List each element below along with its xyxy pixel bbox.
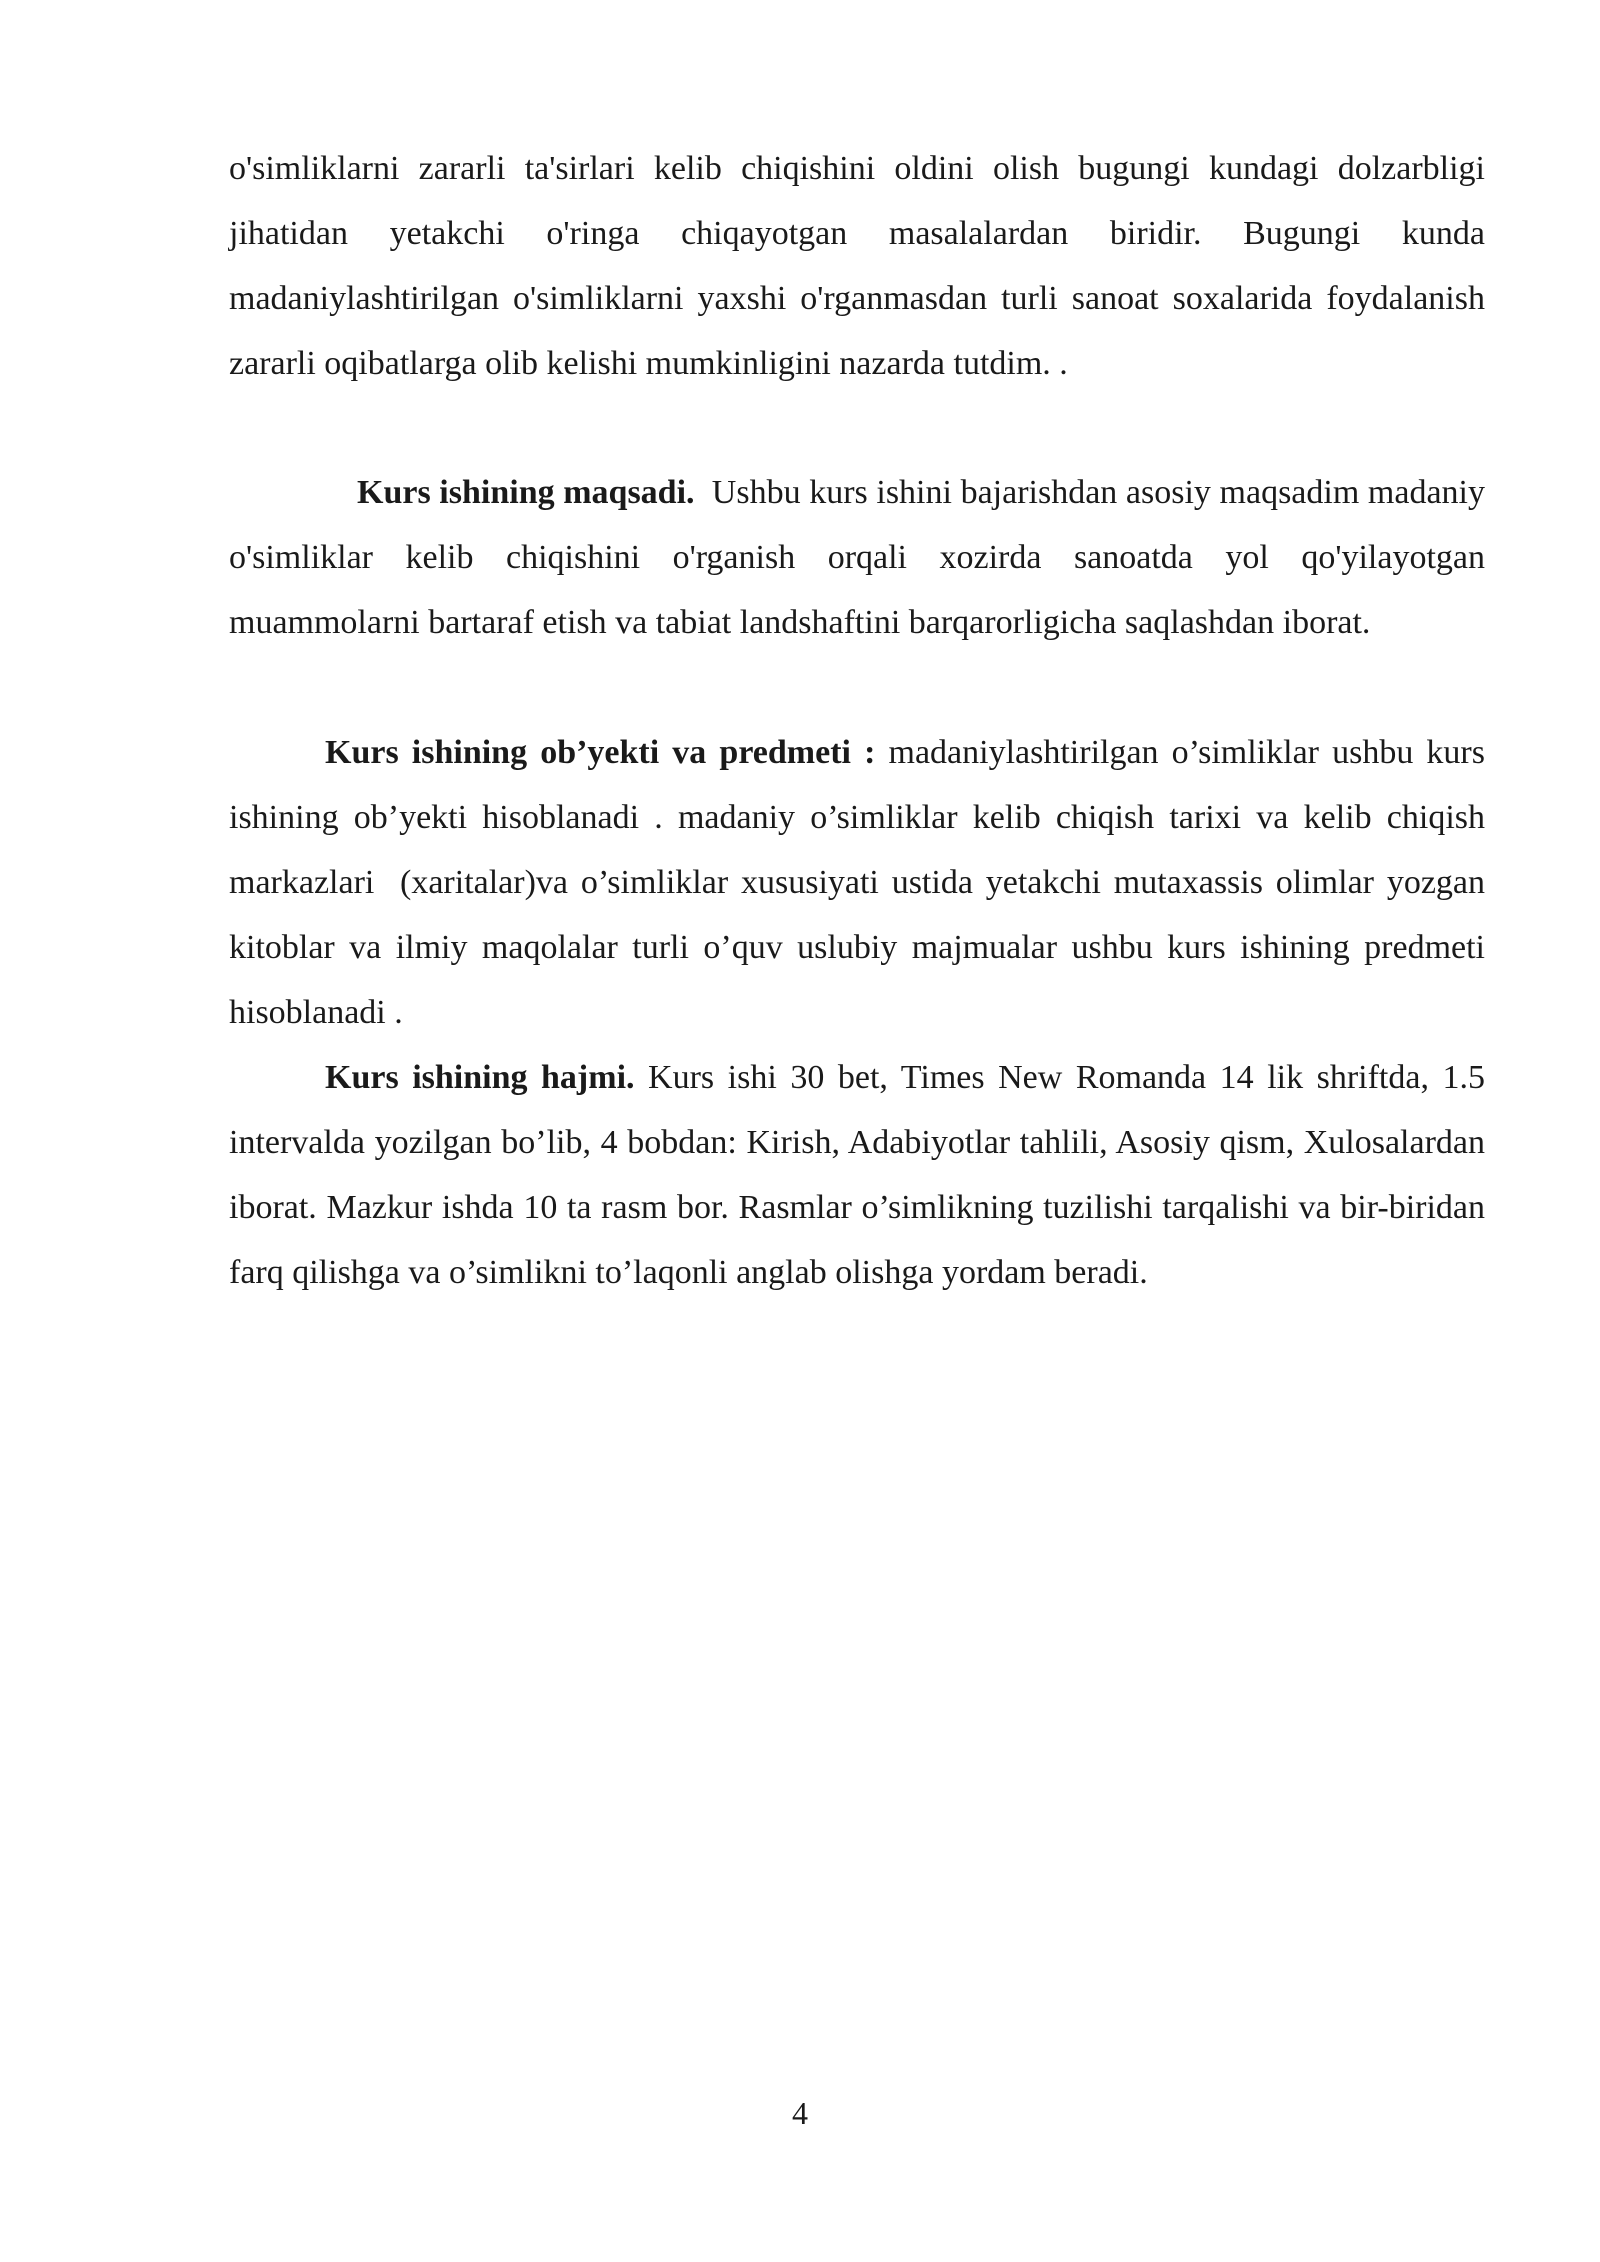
paragraph-heading: Kurs ishining ob’yekti va predmeti :: [325, 734, 876, 771]
paragraph-heading: Kurs ishining hajmi.: [325, 1059, 635, 1096]
paragraph-goal: [229, 460, 1494, 655]
paragraph-object-subject: [229, 720, 1494, 1045]
page-number: 4: [792, 2095, 808, 2131]
paragraph-heading: Kurs ishining maqsadi.: [357, 474, 695, 511]
paragraph-text: o'simliklarni zararli ta'sirlari kelib chiqishini oldini olish bugungi kundagi dolzarbligi jihatidan yetakchi o'ringa chiqayotgan masalalardan biridir. Bugungi kunda madaniylashtirilgan o'simliklarni yaxshi o'rganmasdan turli sanoat soxalarida foydalanish zararli oqibatlarga olib kelishi mumkinligini nazarda tutdim. .: [229, 150, 1485, 382]
paragraph-text: Ushbu kurs ishini bajarishdan asosiy maqsadim madaniy o'simliklar kelib chiqishini o'rganish orqali xozirda sanoatda yol qo'yilayotgan muammolarni bartaraf etish va tabiat landshaftini barqarorligicha saqlashdan iborat.: [229, 474, 1494, 641]
paragraph-text: Kurs ishi 30 bet, Times New Romanda 14 lik shriftda, 1.5 intervalda yozilgan bo’lib, 4 bobdan: Kirish, Adabiyotlar tahlili, Asosiy qism, Xulosalardan iborat. Mazkur ishda 10 ta rasm bor. Rasmlar o’simlikning tuzilishi tarqalishi va bir-biridan farq qilishga va o’simlikni to’laqonli anglab olishga yordam beradi.: [229, 1059, 1485, 1291]
paragraph-text: madaniylashtirilgan o’simliklar ushbu kurs ishining ob’yekti hisoblanadi . madaniy o’simliklar kelib chiqish tarixi va kelib chiqish markazlari (xaritalar)va o’simliklar xususiyati ustida yetakchi mutaxassis olimlar yozgan kitoblar va ilmiy maqolalar turli o’quv uslubiy majmualar ushbu kurs ishining predmeti hisoblanadi .: [229, 734, 1494, 1031]
paragraph-volume: [229, 1045, 1485, 1305]
paragraph-intro-continuation: [229, 136, 1485, 396]
